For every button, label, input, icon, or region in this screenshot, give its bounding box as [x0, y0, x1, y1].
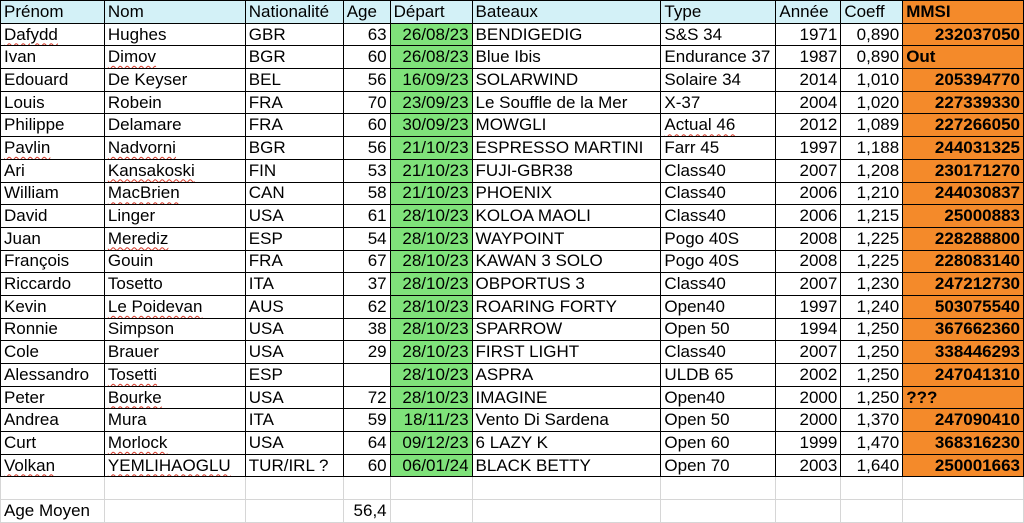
blank-cell[interactable]: [390, 500, 472, 523]
cell-mmsi[interactable]: 368316230: [903, 432, 1024, 455]
cell-depart[interactable]: 21/10/23: [390, 137, 472, 160]
cell-nationalite[interactable]: ESP: [245, 227, 343, 250]
cell-type[interactable]: Open 50: [661, 318, 776, 341]
cell-prenom[interactable]: Juan: [1, 227, 105, 250]
table-row: [1, 205, 1024, 228]
spellcheck-text: YEMLIHAOGLU: [107, 455, 231, 475]
cell-bateau[interactable]: Le Souffle de la Mer: [472, 91, 661, 114]
header-age[interactable]: Age: [343, 1, 390, 24]
blank-cell[interactable]: [104, 477, 245, 500]
cell-depart[interactable]: 09/12/23: [390, 432, 472, 455]
cell-annee[interactable]: 2003: [776, 454, 841, 477]
cell-nationalite[interactable]: ITA: [245, 409, 343, 432]
header-annee[interactable]: Année: [776, 1, 841, 24]
cell-prenom[interactable]: François: [1, 250, 105, 273]
cell-mmsi[interactable]: 228288800: [903, 227, 1024, 250]
cell-age[interactable]: 64: [343, 432, 390, 455]
spellcheck-text: Le Poidevan: [107, 296, 203, 316]
cell-coeff[interactable]: 0,890: [841, 46, 903, 69]
cell-prenom[interactable]: David: [1, 205, 105, 228]
cell-depart[interactable]: 28/10/23: [390, 364, 472, 387]
cell-nationalite[interactable]: ITA: [245, 273, 343, 296]
cell-coeff[interactable]: 1,215: [841, 205, 903, 228]
blank-cell[interactable]: [472, 477, 661, 500]
cell-nom[interactable]: [104, 295, 245, 318]
cell-nationalite[interactable]: BEL: [245, 69, 343, 92]
cell-coeff[interactable]: 1,250: [841, 341, 903, 364]
cell-bateau[interactable]: ESPRESSO MARTINI: [472, 137, 661, 160]
cell-nom[interactable]: Delamare: [104, 114, 245, 137]
cell-depart[interactable]: 28/10/23: [390, 227, 472, 250]
cell-prenom[interactable]: Louis: [1, 91, 105, 114]
cell-type[interactable]: X-37: [661, 91, 776, 114]
blank-cell[interactable]: [472, 500, 661, 523]
cell-prenom[interactable]: [1, 454, 105, 477]
cell-nationalite[interactable]: FIN: [245, 159, 343, 182]
spellcheck-text: Actual 46: [664, 115, 736, 135]
cell-bateau[interactable]: PHOENIX: [472, 182, 661, 205]
cell-depart[interactable]: 21/10/23: [390, 182, 472, 205]
cell-age[interactable]: 61: [343, 205, 390, 228]
cell-nom[interactable]: Brauer: [104, 341, 245, 364]
cell-prenom[interactable]: Andrea: [1, 409, 105, 432]
cell-nationalite[interactable]: AUS: [245, 295, 343, 318]
header-type[interactable]: Type: [661, 1, 776, 24]
cell-coeff[interactable]: 1,020: [841, 91, 903, 114]
cell-bateau[interactable]: IMAGINE: [472, 386, 661, 409]
cell-type[interactable]: ULDB 65: [661, 364, 776, 387]
cell-bateau[interactable]: OBPORTUS 3: [472, 273, 661, 296]
cell-prenom[interactable]: Alessandro: [1, 364, 105, 387]
cell-nom[interactable]: [104, 182, 245, 205]
cell-depart[interactable]: 28/10/23: [390, 318, 472, 341]
cell-depart[interactable]: 23/09/23: [390, 91, 472, 114]
cell-type[interactable]: Class40: [661, 205, 776, 228]
cell-nationalite[interactable]: USA: [245, 205, 343, 228]
table-row: [1, 182, 1024, 205]
cell-nationalite[interactable]: TUR/IRL ?: [245, 454, 343, 477]
cell-annee[interactable]: 2004: [776, 91, 841, 114]
spellcheck-text: Merediz: [107, 228, 169, 248]
cell-nom[interactable]: Mura: [104, 409, 245, 432]
spellcheck-text: Volkan: [4, 455, 56, 475]
blank-cell[interactable]: [661, 477, 776, 500]
blank-cell[interactable]: [903, 500, 1024, 523]
cell-depart[interactable]: 28/10/23: [390, 250, 472, 273]
cell-nationalite[interactable]: ESP: [245, 364, 343, 387]
cell-annee[interactable]: 2000: [776, 386, 841, 409]
cell-age[interactable]: 59: [343, 409, 390, 432]
cell-coeff[interactable]: 1,010: [841, 69, 903, 92]
cell-coeff[interactable]: 1,240: [841, 295, 903, 318]
cell-nationalite[interactable]: USA: [245, 386, 343, 409]
cell-bateau[interactable]: KAWAN 3 SOLO: [472, 250, 661, 273]
footer-row: [1, 500, 1024, 523]
cell-nom[interactable]: [104, 386, 245, 409]
cell-age[interactable]: 56: [343, 137, 390, 160]
table-row: [1, 23, 1024, 46]
cell-type[interactable]: Open40: [661, 386, 776, 409]
cell-coeff[interactable]: 1,370: [841, 409, 903, 432]
spellcheck-text: Nadvorni: [107, 137, 176, 157]
cell-age[interactable]: [343, 364, 390, 387]
cell-nom[interactable]: [104, 364, 245, 387]
header-nationalite[interactable]: Nationalité: [245, 1, 343, 24]
cell-annee[interactable]: 2006: [776, 205, 841, 228]
cell-nom[interactable]: Hughes: [104, 23, 245, 46]
cell-age[interactable]: 53: [343, 159, 390, 182]
blank-cell[interactable]: [903, 477, 1024, 500]
cell-age[interactable]: 38: [343, 318, 390, 341]
cell-type[interactable]: S&S 34: [661, 23, 776, 46]
cell-mmsi[interactable]: 230171270: [903, 159, 1024, 182]
cell-prenom[interactable]: [1, 137, 105, 160]
cell-nom[interactable]: Robein: [104, 91, 245, 114]
table-row: [1, 318, 1024, 341]
cell-nationalite[interactable]: FRA: [245, 114, 343, 137]
cell-coeff[interactable]: 1,089: [841, 114, 903, 137]
cell-nationalite[interactable]: FRA: [245, 91, 343, 114]
spellcheck-text: Dafydd: [4, 24, 58, 44]
cell-age[interactable]: 60: [343, 454, 390, 477]
cell-type[interactable]: Open 60: [661, 432, 776, 455]
cell-mmsi[interactable]: 247212730: [903, 273, 1024, 296]
cell-mmsi[interactable]: 228083140: [903, 250, 1024, 273]
cell-nom[interactable]: Simpson: [104, 318, 245, 341]
header-coeff[interactable]: Coeff: [841, 1, 903, 24]
cell-annee[interactable]: 1994: [776, 318, 841, 341]
cell-type[interactable]: [661, 114, 776, 137]
table-row: [1, 250, 1024, 273]
cell-nom[interactable]: Linger: [104, 205, 245, 228]
table-row: [1, 409, 1024, 432]
header-bateaux[interactable]: Bateaux: [472, 1, 661, 24]
cell-age[interactable]: 58: [343, 182, 390, 205]
table-row: [1, 432, 1024, 455]
cell-prenom[interactable]: Ronnie: [1, 318, 105, 341]
cell-annee[interactable]: 2008: [776, 250, 841, 273]
table-row: [1, 91, 1024, 114]
spellcheck-text: Kansakoski: [107, 160, 195, 180]
cell-coeff[interactable]: 1,225: [841, 250, 903, 273]
cell-annee[interactable]: 1997: [776, 137, 841, 160]
cell-prenom[interactable]: Riccardo: [1, 273, 105, 296]
cell-annee[interactable]: 2014: [776, 69, 841, 92]
cell-age[interactable]: 56: [343, 69, 390, 92]
cell-age[interactable]: 72: [343, 386, 390, 409]
blank-cell[interactable]: [104, 500, 245, 523]
cell-nom[interactable]: [104, 159, 245, 182]
blank-cell[interactable]: [841, 477, 903, 500]
cell-nom[interactable]: De Keyser: [104, 69, 245, 92]
age-moyen-label[interactable]: Age Moyen: [1, 500, 105, 523]
cell-annee[interactable]: 1997: [776, 295, 841, 318]
cell-coeff[interactable]: 1,230: [841, 273, 903, 296]
cell-mmsi[interactable]: 338446293: [903, 341, 1024, 364]
cell-annee[interactable]: 2008: [776, 227, 841, 250]
cell-coeff[interactable]: 1,640: [841, 454, 903, 477]
cell-mmsi[interactable]: Out: [903, 46, 1024, 69]
table-body: [1, 23, 1024, 477]
cell-depart[interactable]: 28/10/23: [390, 273, 472, 296]
cell-mmsi[interactable]: ???: [903, 386, 1024, 409]
cell-mmsi[interactable]: 227339330: [903, 91, 1024, 114]
cell-age[interactable]: 70: [343, 91, 390, 114]
cell-type[interactable]: Class40: [661, 182, 776, 205]
blank-cell[interactable]: [1, 477, 105, 500]
cell-nom[interactable]: [104, 432, 245, 455]
cell-bateau[interactable]: FIRST LIGHT: [472, 341, 661, 364]
cell-coeff[interactable]: 1,208: [841, 159, 903, 182]
spellcheck-text: Pavlin: [4, 137, 51, 157]
table-row: [1, 69, 1024, 92]
cell-coeff[interactable]: 1,250: [841, 386, 903, 409]
cell-bateau[interactable]: BLACK BETTY: [472, 454, 661, 477]
header-prenom[interactable]: Prénom: [1, 1, 105, 24]
spellcheck-text: Morlock: [107, 432, 168, 452]
cell-bateau[interactable]: FUJI-GBR38: [472, 159, 661, 182]
blank-cell[interactable]: [343, 477, 390, 500]
cell-mmsi[interactable]: 205394770: [903, 69, 1024, 92]
cell-type[interactable]: Pogo 40S: [661, 250, 776, 273]
cell-coeff[interactable]: 1,210: [841, 182, 903, 205]
cell-nom[interactable]: Tosetto: [104, 273, 245, 296]
table-row: [1, 159, 1024, 182]
cell-mmsi[interactable]: 227266050: [903, 114, 1024, 137]
cell-type[interactable]: Pogo 40S: [661, 227, 776, 250]
cell-mmsi[interactable]: 250001663: [903, 454, 1024, 477]
cell-type[interactable]: Open40: [661, 295, 776, 318]
cell-coeff[interactable]: 1,225: [841, 227, 903, 250]
cell-prenom[interactable]: Ivan: [1, 46, 105, 69]
cell-prenom[interactable]: [1, 23, 105, 46]
cell-annee[interactable]: 2007: [776, 341, 841, 364]
cell-mmsi[interactable]: 247041310: [903, 364, 1024, 387]
cell-mmsi[interactable]: 367662360: [903, 318, 1024, 341]
cell-type[interactable]: Class40: [661, 159, 776, 182]
blank-row: [1, 477, 1024, 500]
cell-annee[interactable]: 2007: [776, 273, 841, 296]
blank-cell[interactable]: [776, 477, 841, 500]
cell-type[interactable]: Class40: [661, 341, 776, 364]
cell-bateau[interactable]: SPARROW: [472, 318, 661, 341]
header-row: [1, 1, 1024, 24]
cell-prenom[interactable]: Ari: [1, 159, 105, 182]
cell-annee[interactable]: 2002: [776, 364, 841, 387]
blank-cell[interactable]: [245, 477, 343, 500]
table-row: [1, 137, 1024, 160]
cell-nationalite[interactable]: CAN: [245, 182, 343, 205]
cell-nom[interactable]: [104, 46, 245, 69]
cell-mmsi[interactable]: 503075540: [903, 295, 1024, 318]
cell-prenom[interactable]: Philippe: [1, 114, 105, 137]
cell-coeff[interactable]: 1,250: [841, 318, 903, 341]
cell-nom[interactable]: [104, 137, 245, 160]
cell-age[interactable]: 37: [343, 273, 390, 296]
cell-depart[interactable]: 16/09/23: [390, 69, 472, 92]
header-mmsi[interactable]: MMSI: [903, 1, 1024, 24]
cell-type[interactable]: Open 50: [661, 409, 776, 432]
cell-nationalite[interactable]: BGR: [245, 46, 343, 69]
table-row: [1, 386, 1024, 409]
cell-prenom[interactable]: Kevin: [1, 295, 105, 318]
cell-depart[interactable]: 28/10/23: [390, 386, 472, 409]
cell-depart[interactable]: 21/10/23: [390, 159, 472, 182]
cell-bateau[interactable]: 6 LAZY K: [472, 432, 661, 455]
cell-bateau[interactable]: ROARING FORTY: [472, 295, 661, 318]
table-row: [1, 227, 1024, 250]
cell-bateau[interactable]: WAYPOINT: [472, 227, 661, 250]
cell-mmsi[interactable]: 244030837: [903, 182, 1024, 205]
cell-mmsi[interactable]: 25000883: [903, 205, 1024, 228]
cell-annee[interactable]: 1971: [776, 23, 841, 46]
spellcheck-text: Bourke: [107, 387, 162, 407]
cell-bateau[interactable]: BENDIGEDIG: [472, 23, 661, 46]
cell-age[interactable]: 54: [343, 227, 390, 250]
cell-mmsi[interactable]: 247090410: [903, 409, 1024, 432]
spellcheck-text: MacBrien: [107, 183, 180, 203]
cell-prenom[interactable]: William: [1, 182, 105, 205]
cell-age[interactable]: 60: [343, 46, 390, 69]
cell-type[interactable]: Open 70: [661, 454, 776, 477]
cell-prenom[interactable]: Edouard: [1, 69, 105, 92]
cell-nationalite[interactable]: USA: [245, 318, 343, 341]
table-row: [1, 114, 1024, 137]
cell-type[interactable]: Solaire 34: [661, 69, 776, 92]
cell-bateau[interactable]: Blue Ibis: [472, 46, 661, 69]
cell-depart[interactable]: 18/11/23: [390, 409, 472, 432]
table-row: [1, 364, 1024, 387]
table-row: [1, 46, 1024, 69]
cell-depart[interactable]: 26/08/23: [390, 23, 472, 46]
cell-nom[interactable]: [104, 227, 245, 250]
cell-coeff[interactable]: 1,470: [841, 432, 903, 455]
cell-nationalite[interactable]: USA: [245, 432, 343, 455]
cell-prenom[interactable]: Cole: [1, 341, 105, 364]
table-row: [1, 454, 1024, 477]
cell-bateau[interactable]: SOLARWIND: [472, 69, 661, 92]
cell-age[interactable]: 62: [343, 295, 390, 318]
cell-bateau[interactable]: KOLOA MAOLI: [472, 205, 661, 228]
cell-coeff[interactable]: 1,250: [841, 364, 903, 387]
cell-coeff[interactable]: 1,188: [841, 137, 903, 160]
cell-nom[interactable]: [104, 454, 245, 477]
cell-depart[interactable]: 28/10/23: [390, 341, 472, 364]
spellcheck-text: Tosetti: [107, 364, 158, 384]
cell-type[interactable]: Endurance 37: [661, 46, 776, 69]
cell-nom[interactable]: Gouin: [104, 250, 245, 273]
cell-type[interactable]: Farr 45: [661, 137, 776, 160]
blank-cell[interactable]: [661, 500, 776, 523]
header-depart[interactable]: Départ: [390, 1, 472, 24]
cell-bateau[interactable]: ASPRA: [472, 364, 661, 387]
cell-annee[interactable]: 2007: [776, 159, 841, 182]
table-row: [1, 295, 1024, 318]
cell-age[interactable]: 67: [343, 250, 390, 273]
table-row: [1, 273, 1024, 296]
cell-bateau[interactable]: Vento Di Sardena: [472, 409, 661, 432]
cell-depart[interactable]: 28/10/23: [390, 295, 472, 318]
cell-depart[interactable]: 28/10/23: [390, 205, 472, 228]
cell-prenom[interactable]: Curt: [1, 432, 105, 455]
cell-depart[interactable]: 26/08/23: [390, 46, 472, 69]
cell-nationalite[interactable]: BGR: [245, 137, 343, 160]
cell-type[interactable]: Class40: [661, 273, 776, 296]
cell-age[interactable]: 63: [343, 23, 390, 46]
cell-age[interactable]: 29: [343, 341, 390, 364]
table-row: [1, 341, 1024, 364]
cell-depart[interactable]: 06/01/24: [390, 454, 472, 477]
cell-nationalite[interactable]: FRA: [245, 250, 343, 273]
cell-annee[interactable]: 1999: [776, 432, 841, 455]
cell-annee[interactable]: 2000: [776, 409, 841, 432]
blank-cell[interactable]: [776, 500, 841, 523]
age-moyen-value[interactable]: 56,4: [343, 500, 390, 523]
blank-cell[interactable]: [245, 500, 343, 523]
blank-cell[interactable]: [390, 477, 472, 500]
cell-prenom[interactable]: Peter: [1, 386, 105, 409]
cell-bateau[interactable]: MOWGLI: [472, 114, 661, 137]
cell-nationalite[interactable]: USA: [245, 341, 343, 364]
cell-annee[interactable]: 2012: [776, 114, 841, 137]
cell-depart[interactable]: 30/09/23: [390, 114, 472, 137]
cell-nationalite[interactable]: GBR: [245, 23, 343, 46]
cell-annee[interactable]: 1987: [776, 46, 841, 69]
cell-coeff[interactable]: 0,890: [841, 23, 903, 46]
cell-age[interactable]: 60: [343, 114, 390, 137]
cell-mmsi[interactable]: 244031325: [903, 137, 1024, 160]
blank-cell[interactable]: [841, 500, 903, 523]
header-nom[interactable]: Nom: [104, 1, 245, 24]
cell-mmsi[interactable]: 232037050: [903, 23, 1024, 46]
spellcheck-text: Dimov: [107, 47, 157, 67]
cell-annee[interactable]: 2006: [776, 182, 841, 205]
